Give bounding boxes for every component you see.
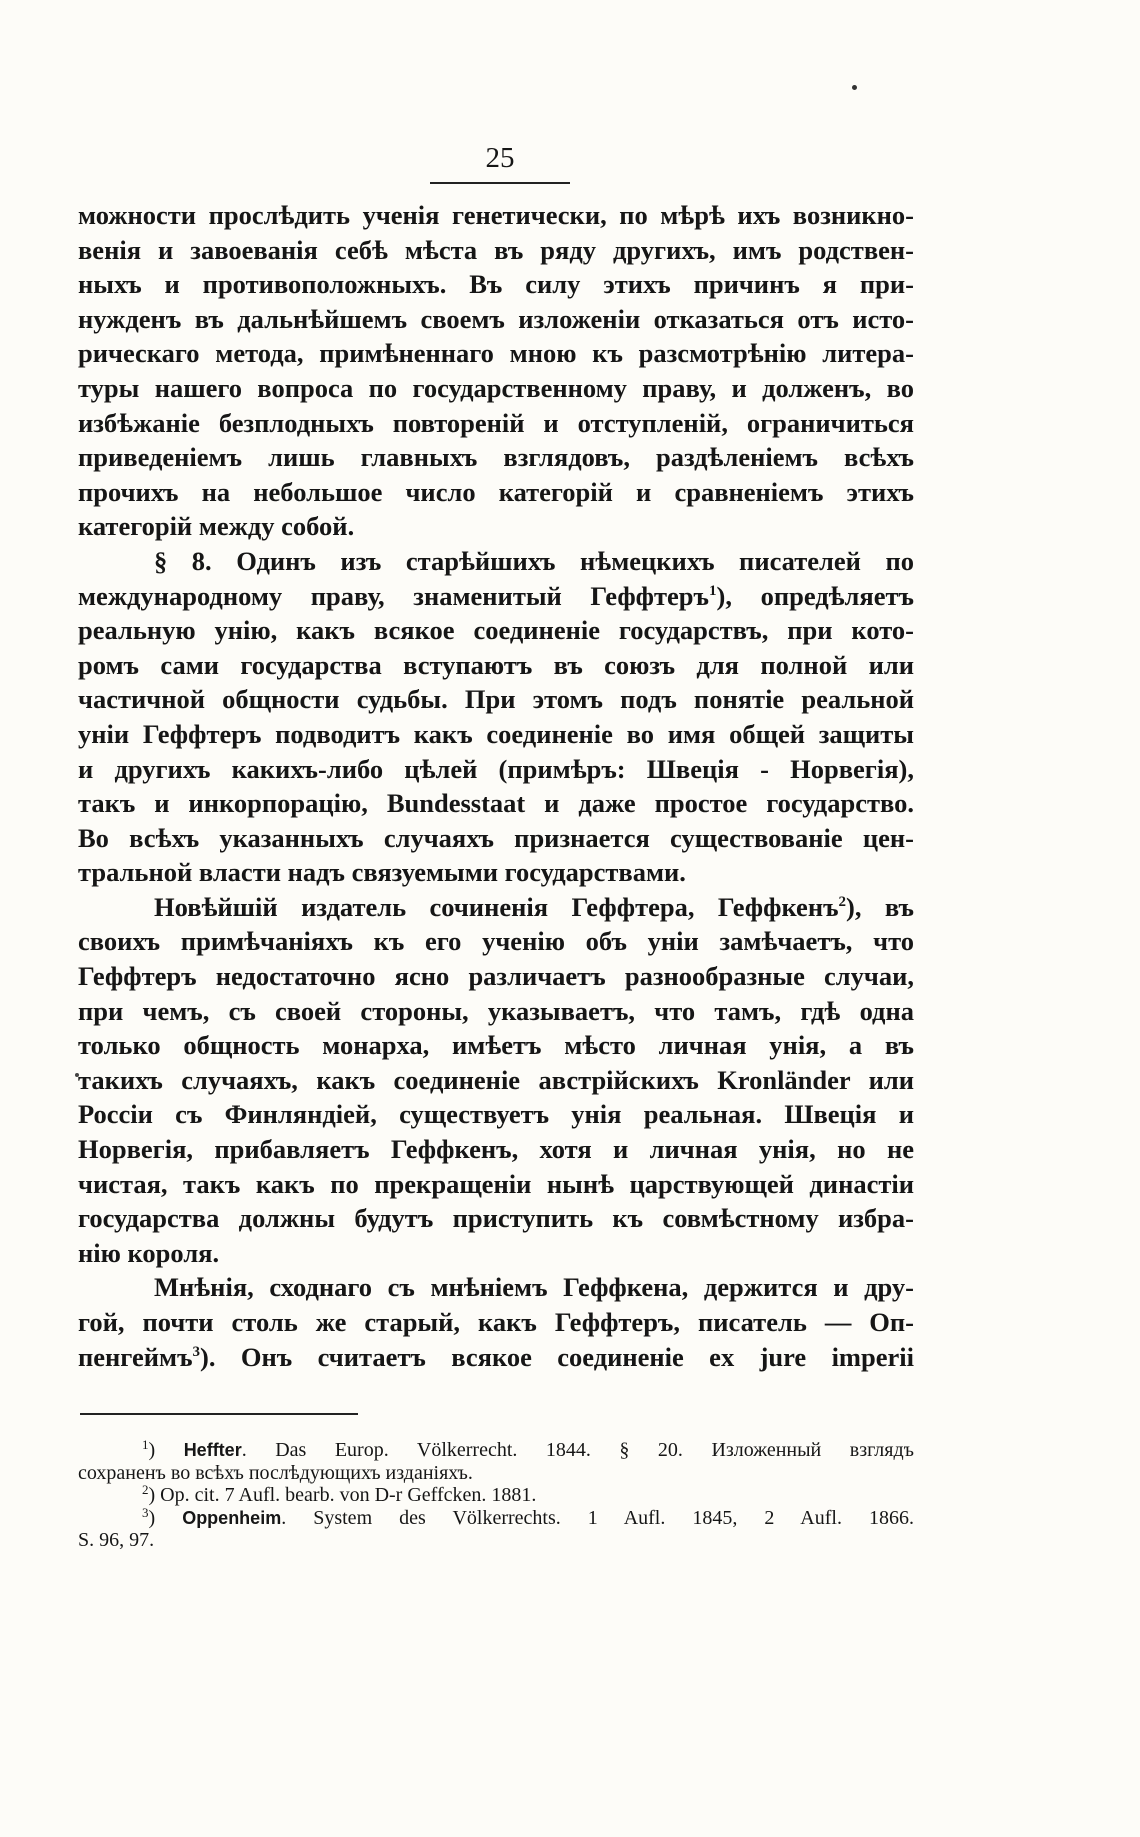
text-line: Россіи съ Финляндіей, существуетъ унія реальная. Швеція и [78,1099,914,1130]
text-line-with-footnote [78,579,914,614]
footnote-text: . Das Europ. Völkerrecht. 1844. § 20. Изложенный взглядъ [241,1439,914,1461]
footnote-3-continuation: S. 96, 97. [78,1529,155,1551]
text-line: Геффтеръ недостаточно ясно различаетъ разнообразные случаи, [78,961,914,992]
text-line: гой, почти столь же старый, какъ Геффтеръ, писатель — Оп- [78,1307,914,1337]
text-line: тральной власти надъ связуемыми государствами. [78,857,686,888]
text-fragment: международному праву, знаменитый Геффтеръ [78,580,709,611]
footnote-ref-3: 3 [192,1343,201,1360]
text-line: Мнѣнія, сходнаго съ мнѣніемъ Геффкена, держится и дру- [154,1272,914,1303]
text-line: чистая, такъ какъ по прекращеніи нынѣ царствующей династіи [78,1168,914,1199]
page-number: 25 [485,142,515,174]
text-line: туры нашего вопроса по государственному праву, и долженъ, во [78,372,914,403]
footnote-text: . System des Völkerrechts. 1 Aufl. 1845, 2 Aufl. 1866. [281,1506,914,1529]
footnote-mark: 2 [142,1482,149,1497]
main-text [78,198,914,1374]
text-line: своихъ примѣчаніяхъ къ его ученію объ уніи замѣчаетъ, что [78,926,914,957]
print-speck [852,85,857,90]
footnote-ref-2: 2 [838,893,847,910]
text-fragment: ), въ [846,891,914,922]
text-line: рическаго метода, примѣненнаго мною къ разсмотрѣнію литера- [78,338,914,369]
text-line: частичной общности судьбы. При этомъ подъ понятіе реальной [78,684,914,715]
text-line: прочихъ на небольшое число категорій и сравненіемъ этихъ [78,476,914,507]
text-line: при чемъ, съ своей стороны, указываетъ, что тамъ, гдѣ одна [78,995,914,1026]
text-line: уніи Геффтеръ подводитъ какъ соединеніе во имя общей защиты [78,718,914,749]
text-line: категорій между собой. [78,511,355,542]
text-fragment: ). Онъ считаетъ всякое соединеніе ex jure imperii [200,1341,914,1372]
text-line: такъ и инкорпорацію, Bundesstaat и даже простое государство. [78,788,914,819]
text-fragment: ), опредѣляетъ [716,580,914,611]
text-line: Норвегія, прибавляетъ Геффкенъ, хотя и личная унія, но не [78,1134,914,1165]
text-fragment: Новѣйшій издатель сочиненія Геффтера, Геффкенъ [154,891,839,922]
footnote-1: $^1$) Heffter. Das Europ. Völkerrecht. 1844. § 20. Изложенный взглядъ [142,1437,914,1461]
text-line: ромъ сами государства вступаютъ въ союзъ для полной или [78,649,914,680]
text-line-with-footnote [78,890,914,925]
footnote-mark: 1 [142,1437,149,1452]
footnote-2: $^2$) Op. cit. 7 Aufl. bearb. von D-r Geffcken. 1881. [142,1482,537,1506]
footnote-mark: 3 [142,1504,149,1520]
footnote-author: Heffter [183,1440,242,1460]
text-line: только общность монарха, имѣетъ мѣсто личная унія, а въ [78,1030,914,1061]
footnote-author: Oppenheim [182,1507,282,1528]
text-line: и другихъ какихъ-либо цѣлей (примѣръ: Швеція - Норвегія), [78,753,914,784]
text-line: нужденъ въ дальнѣйшемъ своемъ изложеніи отказаться отъ исто- [78,303,914,334]
text-fragment: пенгеймъ [78,1341,193,1372]
text-line: такихъ случаяхъ, какъ соединеніе австрійскихъ Kronländer или [78,1064,914,1095]
text-line: реальную унію, какъ всякое соединеніе государствъ, при кото- [78,615,914,646]
text-line-with-footnote [78,1340,914,1375]
text-line: нію короля. [78,1237,220,1268]
text-line: ныхъ и противоположныхъ. Въ силу этихъ причинъ я при- [78,269,914,300]
footnotes [78,1439,914,1552]
footnote-ref-1: 1 [709,582,717,599]
text-line: венія и завоеванія себѣ мѣста въ ряду другихъ, имъ родствен- [78,234,914,265]
footnote-text: Op. cit. 7 Aufl. bearb. von D-r Geffcken. 1881. [160,1484,537,1506]
footnote-3: $^3$) Oppenheim. System des Völkerrechts. 1 Aufl. 1845, 2 Aufl. 1866. [142,1504,914,1529]
text-line: государства должны будутъ приступить къ совмѣстному избра- [78,1203,914,1234]
footnote-separator [80,1413,358,1415]
text-line: избѣжаніе безплодныхъ повтореній и отступленій, ограничиться [78,407,914,438]
footnote-1-continuation: сохраненъ во всѣхъ послѣдующихъ изданіяхъ. [78,1461,473,1484]
page-number-rule [430,182,570,184]
text-line: можности прослѣдить ученія генетически, по мѣрѣ ихъ возникно- [78,200,914,230]
text-line: приведеніемъ лишь главныхъ взглядовъ, раздѣленіемъ всѣхъ [78,442,914,473]
text-line: Во всѣхъ указанныхъ случаяхъ признается существованіе цен- [78,822,914,853]
section-8-start: § 8. Одинъ изъ старѣйшихъ нѣмецкихъ писателей по [154,545,914,576]
